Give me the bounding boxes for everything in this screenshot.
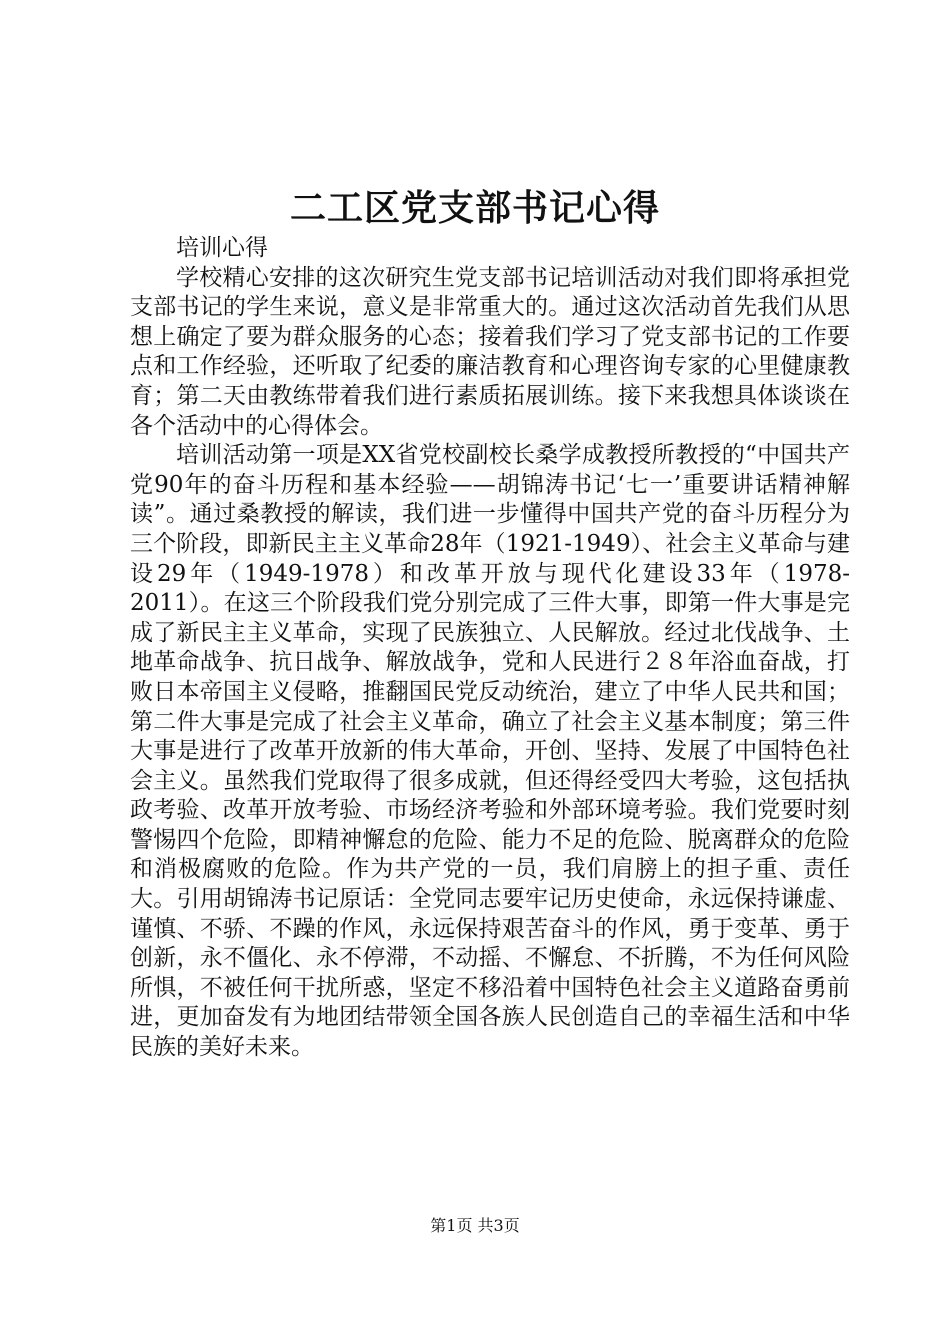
document-body — [130, 234, 850, 1063]
page-number: 第1页 共3页 — [430, 1216, 520, 1235]
section-subheading: 培训心得 — [176, 235, 268, 261]
document-title: 二工区党支部书记心得 — [289, 187, 660, 229]
paragraph-2: 培训活动第一项是XX省党校副校长桑学成教授所教授的“中国共产党90年的奋斗历程和基本经验——胡锦涛书记‘七一’重要讲话精神解读”。通过桑教授的解读，我们进一步懂得中国共产党的奋斗历程分为三个阶段，即新民主主义革命28年（1921-1949）、社会主义革命与建设29年（1949-1978）和改革开放与现代化建设33年（1978-2011）。在这三个阶段我们党分别完成了三件大事，即第一件大事是完成了新民主主义革命，实现了民族独立、人民解放。经过北伐战争、土地革命战争、抗日战争、解放战争，党和人民进行２８年浴血奋战，打败日本帝国主义侵略，推翻国民党反动统治，建立了中华人民共和国；第二件大事是完成了社会主义革命，确立了社会主义基本制度；第三件大事是进行了改革开放新的伟大革命，开创、坚持、发展了中国特色社会主义。虽然我们党取得了很多成就，但还得经受四大考验，这包括执政考验、改革开放考验、市场经济考验和外部环境考验。我们党要时刻警惕四个危险，即精神懈怠的危险、能力不足的危险、脱离群众的危险和消极腐败的危险。作为共产党的一员，我们肩膀上的担子重、责任大。引用胡锦涛书记原话：全党同志要牢记历史使命，永远保持谦虚、谨慎、不骄、不躁的作风，永远保持艰苦奋斗的作风，勇于变革、勇于创新，永不僵化、永不停滞，不动摇、不懈怠、不折腾，不为任何风险所惧，不被任何干扰所惑，坚定不移沿着中国特色社会主义道路奋勇前进，更加奋发有为地团结带领全国各族人民创造自己的幸福生活和中华民族的美好未来。 — [130, 442, 850, 1061]
paragraph-1: 学校精心安排的这次研究生党支部书记培训活动对我们即将承担党支部书记的学生来说，意义是非常重大的。通过这次活动首先我们从思想上确定了要为群众服务的心态；接着我们学习了党支部书记的工作要点和工作经验，还听取了纪委的廉洁教育和心理咨询专家的心里健康教育；第二天由教练带着我们进行素质拓展训练。接下来我想具体谈谈在各个活动中的心得体会。 — [130, 264, 850, 439]
